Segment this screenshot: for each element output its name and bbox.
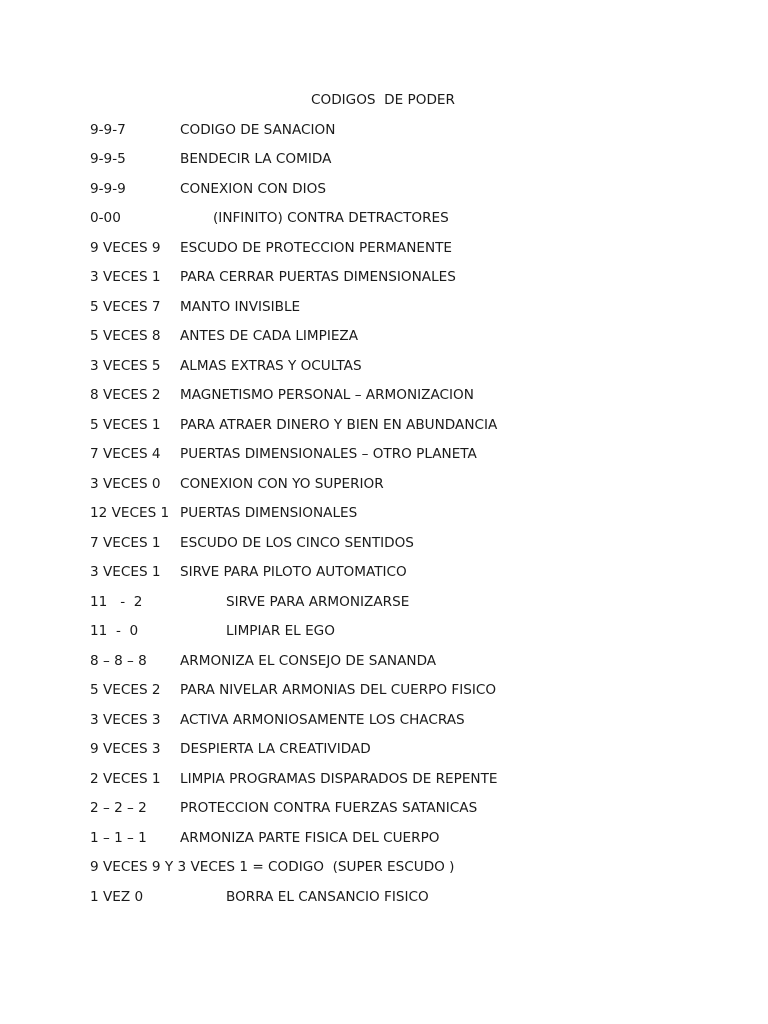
code-row [90, 328, 359, 348]
code-value: 1 – 1 – 1 [90, 830, 147, 846]
code-value: 11 - 0 [90, 623, 139, 639]
code-row [90, 122, 336, 142]
code-description: PARA ATRAER DINERO Y BIEN EN ABUNDANCIA [180, 417, 498, 433]
code-value: 7 VECES 1 [90, 535, 161, 551]
code-value: 5 VECES 7 [90, 299, 161, 315]
code-value: 3 VECES 1 [90, 564, 161, 580]
code-value: 2 – 2 – 2 [90, 800, 147, 816]
code-value: 12 VECES 1 [90, 505, 170, 521]
code-row [90, 564, 407, 584]
code-value: 9-9-5 [90, 151, 126, 167]
code-description: PROTECCION CONTRA FUERZAS SATANICAS [180, 800, 478, 816]
code-row [90, 505, 358, 525]
code-description: CONEXION CON DIOS [180, 181, 326, 197]
code-row [90, 269, 456, 289]
code-value: 1 VEZ 0 [90, 889, 144, 905]
code-full-line: 9 VECES 9 Y 3 VECES 1 = CODIGO (SUPER ESCUDO ) [90, 859, 455, 875]
code-value: 5 VECES 8 [90, 328, 161, 344]
code-row [90, 800, 478, 820]
code-description: PUERTAS DIMENSIONALES – OTRO PLANETA [180, 446, 477, 462]
code-description: ARMONIZA EL CONSEJO DE SANANDA [180, 653, 437, 669]
code-description: CONEXION CON YO SUPERIOR [180, 476, 384, 492]
code-row [90, 653, 437, 673]
code-value: 3 VECES 5 [90, 358, 161, 374]
code-value: 9-9-9 [90, 181, 126, 197]
code-row [90, 240, 453, 260]
code-value: 9 VECES 3 [90, 741, 161, 757]
document-title: CODIGOS DE PODER [311, 92, 455, 108]
code-row [90, 299, 301, 319]
code-description: DESPIERTA LA CREATIVIDAD [180, 741, 371, 757]
code-value: 5 VECES 2 [90, 682, 161, 698]
code-value: 11 - 2 [90, 594, 143, 610]
code-value: 3 VECES 1 [90, 269, 161, 285]
code-value: 7 VECES 4 [90, 446, 161, 462]
code-row [90, 594, 410, 614]
code-value: 5 VECES 1 [90, 417, 161, 433]
code-row [90, 210, 449, 230]
code-row [90, 358, 362, 378]
code-value: 0-00 [90, 210, 121, 226]
code-row [90, 741, 371, 761]
code-row [90, 417, 498, 437]
code-row [90, 181, 326, 201]
code-description: SIRVE PARA ARMONIZARSE [226, 594, 410, 610]
code-description: LIMPIAR EL EGO [226, 623, 335, 639]
code-row [90, 476, 384, 496]
code-row [90, 682, 497, 702]
code-row [90, 712, 465, 732]
code-description: ESCUDO DE PROTECCION PERMANENTE [180, 240, 453, 256]
code-description: MANTO INVISIBLE [180, 299, 301, 315]
code-row [90, 387, 474, 407]
code-description: ACTIVA ARMONIOSAMENTE LOS CHACRAS [180, 712, 465, 728]
code-value: 9-9-7 [90, 122, 126, 138]
code-row [90, 151, 332, 171]
code-description: (INFINITO) CONTRA DETRACTORES [213, 210, 449, 226]
code-row [90, 771, 498, 791]
code-row [90, 446, 477, 466]
code-description: ESCUDO DE LOS CINCO SENTIDOS [180, 535, 414, 551]
code-row [90, 535, 414, 555]
code-value: 2 VECES 1 [90, 771, 161, 787]
code-value: 3 VECES 3 [90, 712, 161, 728]
code-description: ANTES DE CADA LIMPIEZA [180, 328, 359, 344]
code-value: 8 – 8 – 8 [90, 653, 147, 669]
code-row [90, 889, 429, 909]
code-row [90, 859, 455, 879]
code-row [90, 623, 335, 643]
code-description: BENDECIR LA COMIDA [180, 151, 332, 167]
code-description: MAGNETISMO PERSONAL – ARMONIZACION [180, 387, 474, 403]
code-description: LIMPIA PROGRAMAS DISPARADOS DE REPENTE [180, 771, 498, 787]
code-description: CODIGO DE SANACION [180, 122, 336, 138]
code-value: 3 VECES 0 [90, 476, 161, 492]
code-value: 8 VECES 2 [90, 387, 161, 403]
code-description: PARA CERRAR PUERTAS DIMENSIONALES [180, 269, 456, 285]
code-description: ARMONIZA PARTE FISICA DEL CUERPO [180, 830, 440, 846]
code-description: BORRA EL CANSANCIO FISICO [226, 889, 429, 905]
code-row [90, 830, 440, 850]
code-description: PUERTAS DIMENSIONALES [180, 505, 358, 521]
code-description: PARA NIVELAR ARMONIAS DEL CUERPO FISICO [180, 682, 497, 698]
code-description: ALMAS EXTRAS Y OCULTAS [180, 358, 362, 374]
code-description: SIRVE PARA PILOTO AUTOMATICO [180, 564, 407, 580]
code-value: 9 VECES 9 [90, 240, 161, 256]
